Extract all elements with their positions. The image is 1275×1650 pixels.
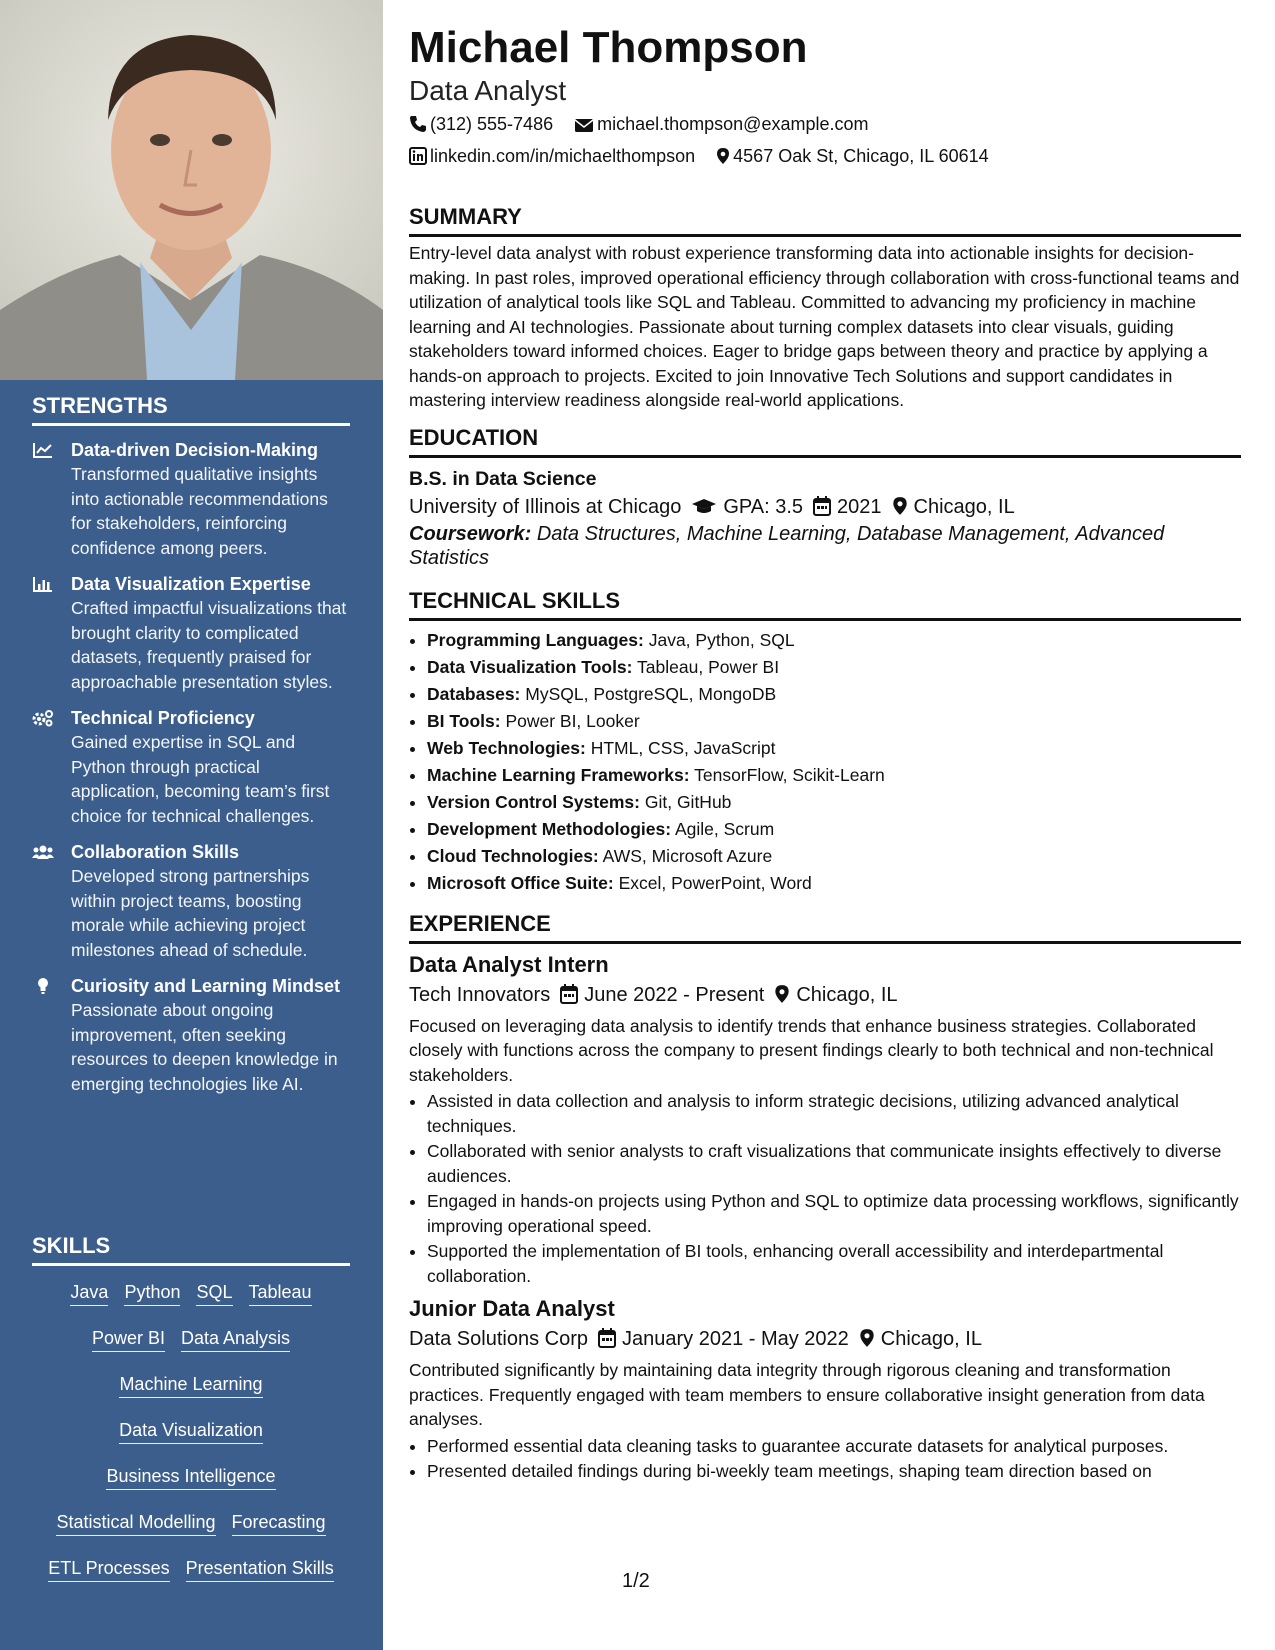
company-name: Data Solutions Corp [409,1328,588,1350]
graduation-cap-icon [691,498,717,516]
skill-category: Data Visualization Tools: [427,656,633,677]
skills-section [32,1233,350,1602]
skill-values: Agile, Scrum [674,818,775,839]
map-pin-icon [774,984,790,1004]
job-title: Data Analyst Intern [409,951,609,977]
experience-heading: EXPERIENCE [409,909,1241,944]
list-item: • Performed essential data cleaning tasks to guarantee accurate datasets for analytical purposes. [427,1434,1241,1459]
skill-values: Java, Python, SQL [648,629,795,650]
calendar-icon [598,1328,616,1348]
linkedin-icon [409,147,427,165]
line-chart-icon [32,441,54,459]
job-bullets [409,1089,1241,1288]
email-contact[interactable] [574,108,868,140]
map-pin-icon [716,147,730,165]
bar-chart-icon [32,575,54,593]
gears-icon [32,709,54,727]
skill-values: Tableau, Power BI [637,656,780,677]
education-meta [409,492,1241,522]
strength-title: Technical Proficiency [71,708,255,728]
strength-title: Data Visualization Expertise [71,574,311,594]
strength-title: Curiosity and Learning Mindset [71,976,341,996]
list-item [427,843,1241,870]
skill-category: Cloud Technologies: [427,845,599,866]
school-name: University of Illinois at Chicago [409,495,682,518]
list-item: • Presented detailed findings during bi-weekly team meetings, shaping team direction based on [427,1459,1241,1484]
degree: B.S. in Data Science [409,467,597,490]
skill-category: Programming Languages: [427,629,644,650]
skill-category: Web Technologies: [427,737,586,758]
strength-item [32,974,350,1096]
job-summary: Focused on leveraging data analysis to identify trends that enhance business strategies. Collaborated closely with functions across the company to present findings clearly to both technical and non-technical stakeholders. [409,1015,1214,1085]
strength-item [32,706,350,828]
phone-contact[interactable] [409,108,553,140]
skill-tag: ETL Processes [48,1556,169,1582]
coursework [409,522,1241,570]
job-location: Chicago, IL [880,1328,982,1350]
job-dates: January 2021 - May 2022 [621,1328,849,1350]
address-contact [716,140,989,172]
coursework-list: Data Structures, Machine Learning, Database Management, Advanced Statistics [409,522,1165,569]
skill-category: Machine Learning Frameworks: [427,764,690,785]
skill-tag: Machine Learning [119,1372,262,1398]
list-item [427,627,1241,654]
strength-item [32,840,350,962]
list-item: • Collaborated with senior analysts to craft visualizations that communicate insights effectively to diverse audiences. [427,1139,1241,1188]
map-pin-icon [859,1328,875,1348]
lightbulb-icon [32,977,54,995]
list-item [427,708,1241,735]
linkedin-url: linkedin.com/in/michaelthompson [430,146,696,166]
skill-tag: Business Intelligence [106,1464,275,1490]
strength-title: Data-driven Decision-Making [71,440,319,460]
skills-list [32,1280,350,1582]
skill-values: Git, GitHub [644,791,732,812]
list-item [427,762,1241,789]
skill-values: Power BI, Looker [505,710,640,731]
skill-tag: SQL [196,1280,232,1306]
strength-description: Passionate about ongoing improvement, often seeking resources to deepen knowledge in emerging technologies like AI. [71,1000,338,1094]
strength-description: Transformed qualitative insights into actionable recommendations for stakeholders, reinforcing confidence among peers. [71,464,328,558]
skill-tag: Presentation Skills [186,1556,334,1582]
list-item [427,654,1241,681]
profile-photo [0,0,383,380]
phone-number: (312) 555-7486 [430,114,554,134]
skill-tag: Data Analysis [181,1326,290,1352]
skill-tag: Python [124,1280,180,1306]
skill-values: TensorFlow, Scikit-Learn [694,764,885,785]
linkedin-contact[interactable] [409,140,695,172]
sidebar [0,0,383,1650]
summary-heading: SUMMARY [409,202,1241,237]
job-entry [409,950,1241,1289]
skill-tag: Data Visualization [119,1418,263,1444]
strength-item [32,438,350,560]
list-item [427,870,1241,897]
candidate-role: Data Analyst [409,75,567,106]
job-bullets [409,1434,1241,1484]
users-icon [32,843,54,861]
main-content [409,22,1241,1485]
list-item [427,681,1241,708]
envelope-icon [574,117,594,133]
education-heading: EDUCATION [409,423,1241,458]
school-location: Chicago, IL [913,495,1015,518]
phone-icon [409,115,427,133]
job-title: Junior Data Analyst [409,1296,615,1321]
strength-description: Developed strong partnerships within project teams, boosting morale while achieving project milestones ahead of schedule. [71,866,310,960]
graduation-year: 2021 [837,495,882,518]
company-name: Tech Innovators [409,983,551,1006]
job-dates: June 2022 - Present [584,983,765,1006]
skill-tag: Forecasting [232,1510,326,1536]
list-item [427,789,1241,816]
skill-values: HTML, CSS, JavaScript [590,737,776,758]
list-item: • Supported the implementation of BI tools, enhancing overall accessibility and interdepartmental collaboration. [427,1239,1241,1288]
skill-category: Version Control Systems: [427,791,640,812]
skill-category: Databases: [427,683,521,704]
contact-info [409,108,1241,172]
summary-text: Entry-level data analyst with robust experience transforming data into actionable insights for decision-making. In past roles, improved operational efficiency through collaboration with cross-functional teams and utilization of analytical tools like SQL and Tableau. Committed to advancing my proficiency in machine learning and AI technologies. Passionate about turning complex datasets into clear visuals, guiding stakeholders toward informed choices. Eager to bridge gaps between theory and practice by applying a hands-on approach to projects. Excited to join Innovative Tech Solutions and support candidates in mastering interview readiness alongside real-world applications. [409,243,1240,410]
list-item [427,816,1241,843]
skill-tag: Java [70,1280,108,1306]
calendar-icon [560,984,578,1004]
candidate-name: Michael Thompson [409,23,808,72]
skill-tag: Tableau [249,1280,312,1306]
calendar-icon [813,496,831,516]
strength-title: Collaboration Skills [71,842,240,862]
strength-item [32,572,350,694]
technical-skills-heading: TECHNICAL SKILLS [409,586,1241,621]
address: 4567 Oak St, Chicago, IL 60614 [733,146,989,166]
skills-heading: SKILLS [32,1233,350,1266]
job-meta [409,980,1241,1010]
skill-category: Development Methodologies: [427,818,672,839]
job-location: Chicago, IL [796,983,898,1006]
skill-tag: Power BI [92,1326,165,1352]
map-pin-icon [892,496,908,516]
page-number: 1/2 [622,1570,650,1592]
coursework-label: Coursework: [409,522,532,545]
strength-description: Crafted impactful visualizations that brought clarity to complicated datasets, frequently praised for approachable presentation styles. [71,598,347,692]
skill-values: MySQL, PostgreSQL, MongoDB [525,683,777,704]
skill-category: Microsoft Office Suite: [427,872,614,893]
list-item: • Engaged in hands-on projects using Python and SQL to optimize data processing workflows, significantly improving operational speed. [427,1189,1241,1238]
technical-skills-list [409,627,1241,897]
strengths-section [32,393,350,1096]
email-address: michael.thompson@example.com [597,114,869,134]
skill-values: Excel, PowerPoint, Word [618,872,812,893]
job-meta [409,1324,1241,1354]
strength-description: Gained expertise in SQL and Python through practical application, becoming team’s first choice for technical challenges. [71,732,330,826]
list-item: • Assisted in data collection and analysis to inform strategic decisions, utilizing advanced analytical techniques. [427,1089,1241,1138]
skill-values: AWS, Microsoft Azure [602,845,773,866]
strengths-heading: STRENGTHS [32,393,350,426]
job-entry [409,1294,1241,1484]
job-summary: Contributed significantly by maintaining data integrity through rigorous cleaning and transformation practices. Frequently engaged with team members to ensure collaborative insight generation from data analyses. [409,1360,1205,1429]
list-item [427,735,1241,762]
skill-category: BI Tools: [427,710,501,731]
gpa: GPA: 3.5 [723,495,804,518]
skill-tag: Statistical Modelling [56,1510,215,1536]
